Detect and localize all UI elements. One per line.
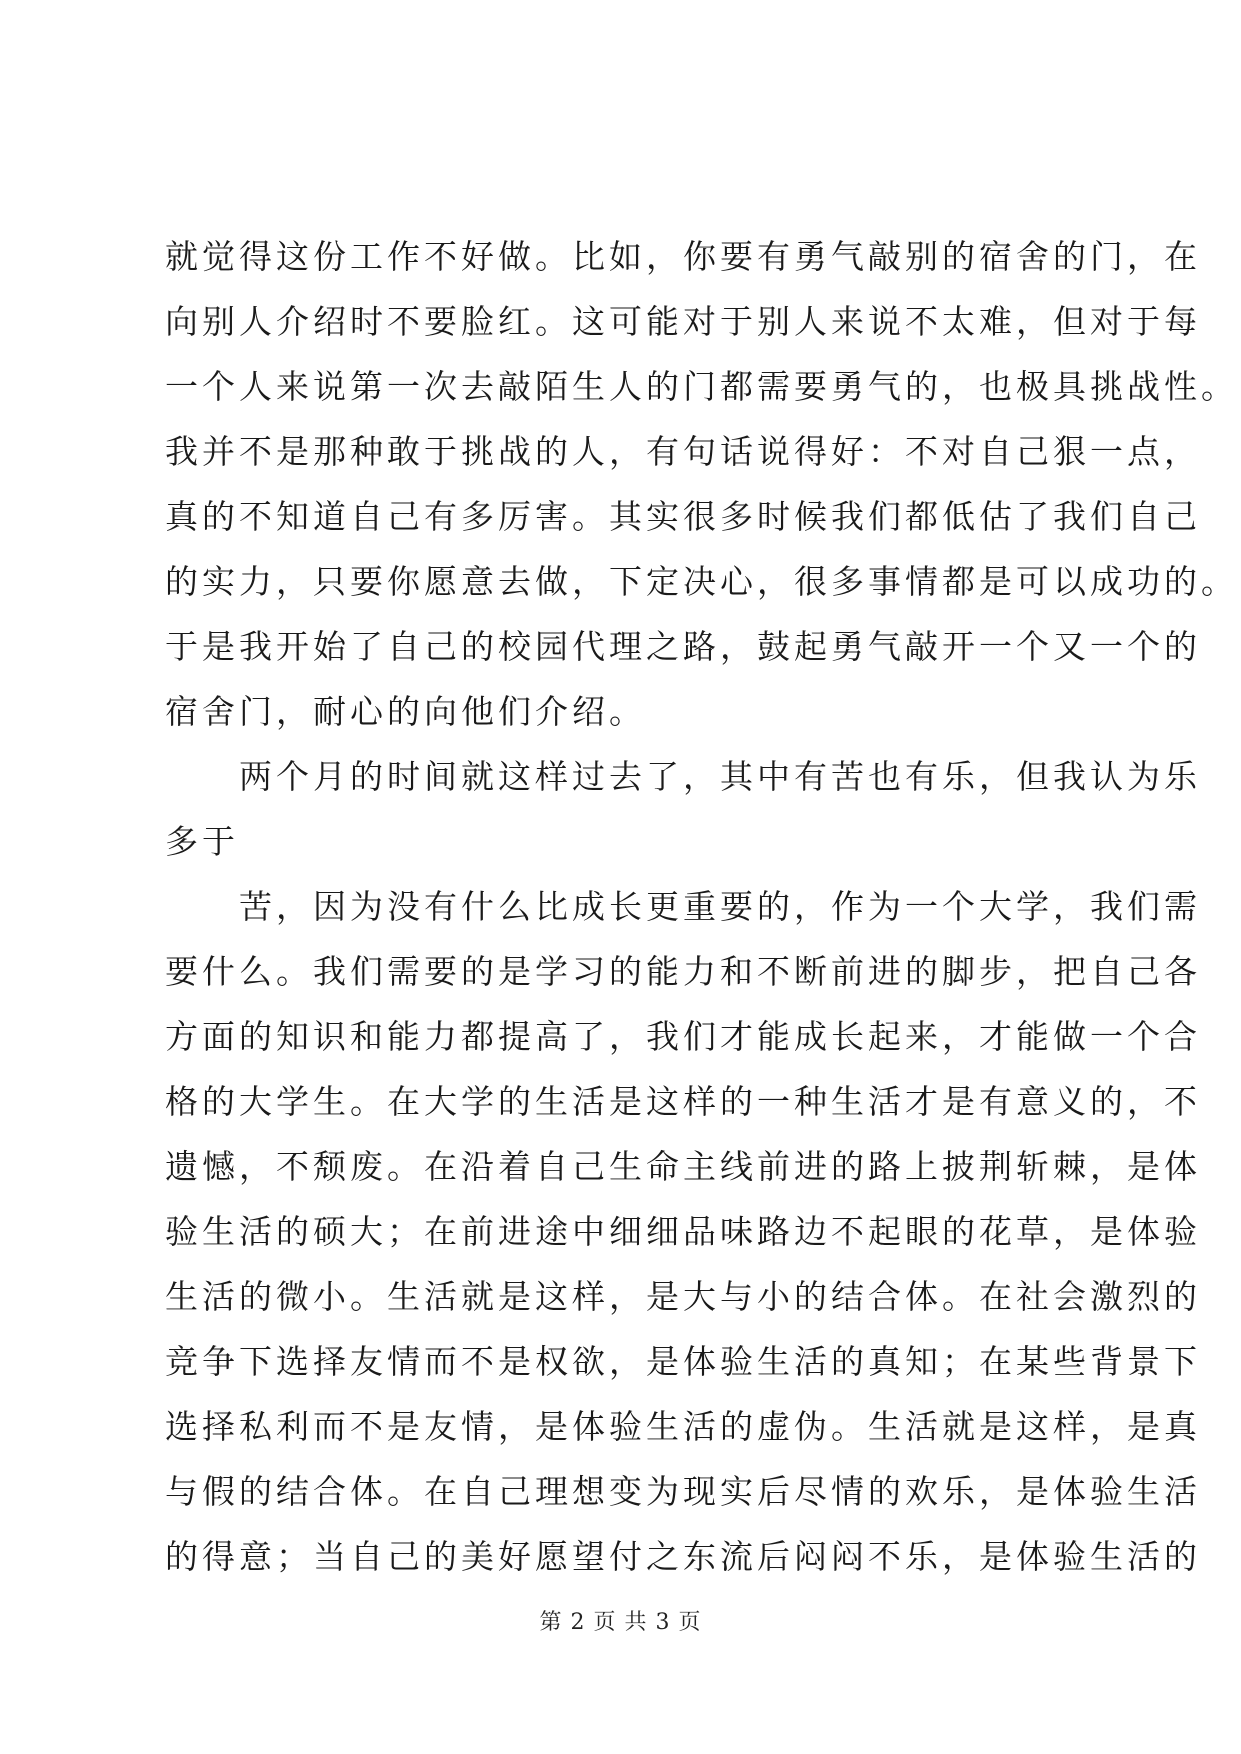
text-line-18: 竞争下选择友情而不是权欲，是体验生活的真知；在某些背景下 bbox=[165, 1342, 1201, 1381]
text-line-9: 两个月的时间就这样过去了，其中有苦也有乐，但我认为乐 bbox=[165, 757, 1201, 796]
text-line-11: 苦，因为没有什么比成长更重要的，作为一个大学，我们需 bbox=[165, 887, 1201, 926]
text-line-17: 生活的微小。生活就是这样，是大与小的结合体。在社会激烈的 bbox=[165, 1277, 1201, 1316]
text-line-4: 我并不是那种敢于挑战的人，有句话说得好：不对自己狠一点， bbox=[165, 432, 1201, 471]
text-line-16: 验生活的硕大；在前进途中细细品味路边不起眼的花草，是体验 bbox=[165, 1212, 1201, 1251]
text-line-21: 的得意；当自己的美好愿望付之东流后闷闷不乐，是体验生活的 bbox=[165, 1537, 1201, 1576]
text-line-5: 真的不知道自己有多厉害。其实很多时候我们都低估了我们自己 bbox=[165, 497, 1201, 536]
text-line-19: 选择私利而不是友情，是体验生活的虚伪。生活就是这样，是真 bbox=[165, 1407, 1201, 1446]
text-line-14: 格的大学生。在大学的生活是这样的一种生活才是有意义的，不 bbox=[165, 1082, 1201, 1121]
text-line-1: 就觉得这份工作不好做。比如，你要有勇气敲别的宿舍的门，在 bbox=[165, 237, 1201, 276]
page-number-footer: 第 2 页 共 3 页 bbox=[539, 1610, 702, 1635]
text-line-8: 宿舍门，耐心的向他们介绍。 bbox=[165, 692, 646, 731]
text-line-15: 遗憾，不颓废。在沿着自己生命主线前进的路上披荆斩棘，是体 bbox=[165, 1147, 1201, 1186]
text-line-7: 于是我开始了自己的校园代理之路，鼓起勇气敲开一个又一个的 bbox=[165, 627, 1201, 666]
text-line-6: 的实力，只要你愿意去做，下定决心，很多事情都是可以成功的。 bbox=[165, 562, 1238, 601]
text-line-3: 一个人来说第一次去敲陌生人的门都需要勇气的，也极具挑战性。 bbox=[165, 367, 1238, 406]
text-line-20: 与假的结合体。在自己理想变为现实后尽情的欢乐，是体验生活 bbox=[165, 1472, 1201, 1511]
text-line-2: 向别人介绍时不要脸红。这可能对于别人来说不太难，但对于每 bbox=[165, 302, 1201, 341]
text-line-12: 要什么。我们需要的是学习的能力和不断前进的脚步，把自己各 bbox=[165, 952, 1201, 991]
text-line-13: 方面的知识和能力都提高了，我们才能成长起来，才能做一个合 bbox=[165, 1017, 1201, 1056]
text-line-10: 多于 bbox=[165, 822, 239, 861]
